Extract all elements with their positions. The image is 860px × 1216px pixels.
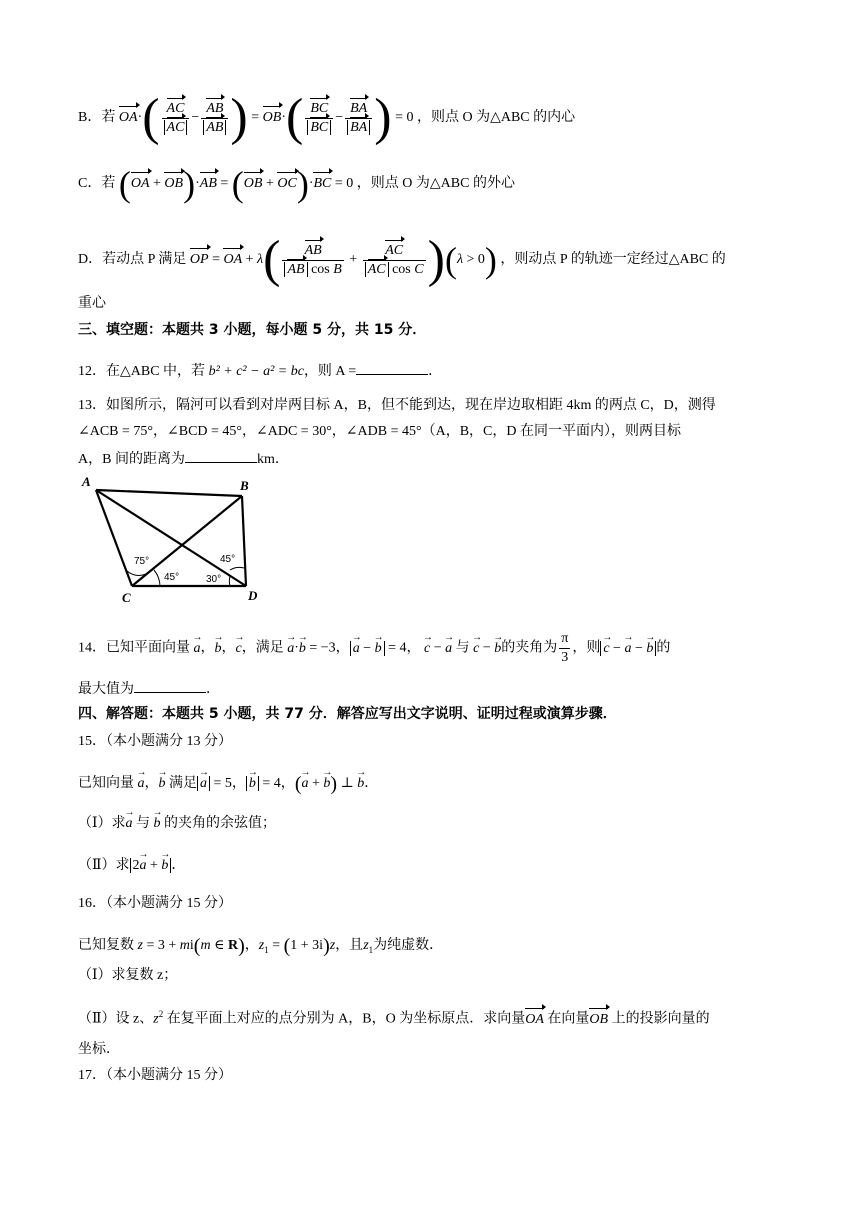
option-c: C．若 (OA + OB)·AB = (OB + OC)·BC = 0 ，则点 O 为△ABC 的外心 bbox=[78, 164, 515, 204]
angle-label-45-c: 45° bbox=[164, 572, 180, 583]
question-13-line-2: ∠ACB = 75°，∠BCD = 45°，∠ADC = 30°，∠ADB = 45°（A，B，C，D 在同一平面内），则两目标 bbox=[78, 424, 681, 439]
question-12: 12．在△ABC 中，若 b² + c² − a² = bc，则 A = ． bbox=[78, 360, 442, 382]
question-15-part-1: （Ⅰ）求a → 与 b → 的夹角的余弦值； bbox=[78, 814, 276, 834]
section-3-heading: 三、填空题：本题共 3 小题，每小题 5 分，共 15 分． bbox=[78, 322, 427, 338]
option-d-label: D．若动点 P 满足 bbox=[78, 252, 187, 268]
question-15-part-2: （Ⅱ）求 2a → + b → ． bbox=[78, 856, 185, 876]
question-16-part-1: （Ⅰ）求复数 z； bbox=[78, 968, 178, 983]
option-b-label: B．若 bbox=[78, 110, 116, 126]
question-16-stem: 已知复数 z = 3 + mi(m ∈ R)，$z_1 = (1 + 3i)z$，且$z_1$为纯虚数． bbox=[78, 935, 444, 957]
point-label-a: A bbox=[82, 474, 91, 489]
answer-blank-14 bbox=[134, 678, 206, 693]
question-16-title: 16．（本小题满分 15 分） bbox=[78, 896, 232, 911]
option-d-cont: 重心 bbox=[78, 296, 106, 311]
option-d: D．若动点 P 满足 OP = OA + λ( $\frac{AB}{\text{AB cos B}}$ + $\frac{AC}{\text{AC cos C}}$ )(λ > 0) ，则动点 P 的轨迹一定经过△ABC 的 bbox=[78, 231, 726, 288]
point-label-c: C bbox=[122, 590, 131, 604]
segment-ab bbox=[96, 490, 242, 496]
option-c-label: C．若 bbox=[78, 176, 116, 192]
answer-blank-12 bbox=[356, 360, 428, 375]
angle-label-45-d: 45° bbox=[220, 554, 236, 565]
question-14-cont: 最大值为 ． bbox=[78, 678, 220, 700]
question-17-title: 17．（本小题满分 15 分） bbox=[78, 1068, 232, 1083]
arc-75 bbox=[126, 570, 146, 575]
section-4-heading: 四、解答题：本题共 5 小题，共 77 分．解答应写出文字说明、证明过程或演算步骤． bbox=[78, 706, 617, 722]
question-13-line-1: 13．如图所示，隔河可以看到对岸两目标 A，B，但不能到达，现在岸边取相距 4km 的两点 C，D，测得 bbox=[78, 398, 716, 413]
angle-label-75: 75° bbox=[134, 556, 150, 567]
option-d-tail: ，则动点 P 的轨迹一定经过△ABC 的 bbox=[500, 252, 726, 268]
angle-label-30: 30° bbox=[206, 574, 222, 585]
arc-45-c bbox=[154, 570, 160, 586]
question-14: 14．已知平面向量 a →，b →，c →，满足 a →·b → = −3， a → − b → = 4， c → − a → 与 c → − b →的夹角为 $\frac{\pi}{3}$ ，则 c → − a → − b → 的 bbox=[78, 630, 670, 667]
question-15-title: 15．（本小题满分 13 分） bbox=[78, 734, 232, 749]
option-b: B．若 OA·( $\frac{AC}{AC}$ − $\frac{AB}{AB}$ ) = OB·( $\frac{BC}{BC}$ − $\frac{BA}{BA}$ ) = 0 ，则点 O 为△ABC 的内心 bbox=[78, 89, 576, 146]
point-label-b: B bbox=[240, 478, 249, 493]
answer-blank-13 bbox=[185, 448, 257, 463]
option-c-tail: ，则点 O 为△ABC 的外心 bbox=[356, 176, 515, 192]
point-label-d: D bbox=[248, 588, 258, 603]
quadrilateral-figure bbox=[80, 472, 280, 604]
arc-30 bbox=[229, 576, 230, 586]
segment-ac bbox=[96, 490, 132, 586]
segment-bd bbox=[242, 496, 246, 586]
question-13-line-3: A，B 间的距离为 km． bbox=[78, 448, 289, 470]
arc-45-d bbox=[230, 567, 244, 570]
question-16-part-2-cont: 坐标． bbox=[78, 1042, 120, 1057]
option-b-tail: ，则点 O 为△ABC 的内心 bbox=[416, 110, 576, 126]
question-15-stem: 已知向量 a →，b → 满足 a → = 5， b → = 4，(a → + b →) ⊥ b →． bbox=[78, 766, 378, 802]
question-16-part-2: （Ⅱ）设 z、$z^2$ 在复平面上对应的点分别为 A，B，O 为坐标原点．求向量OA 在向量OB 上的投影向量的 bbox=[78, 1004, 710, 1030]
